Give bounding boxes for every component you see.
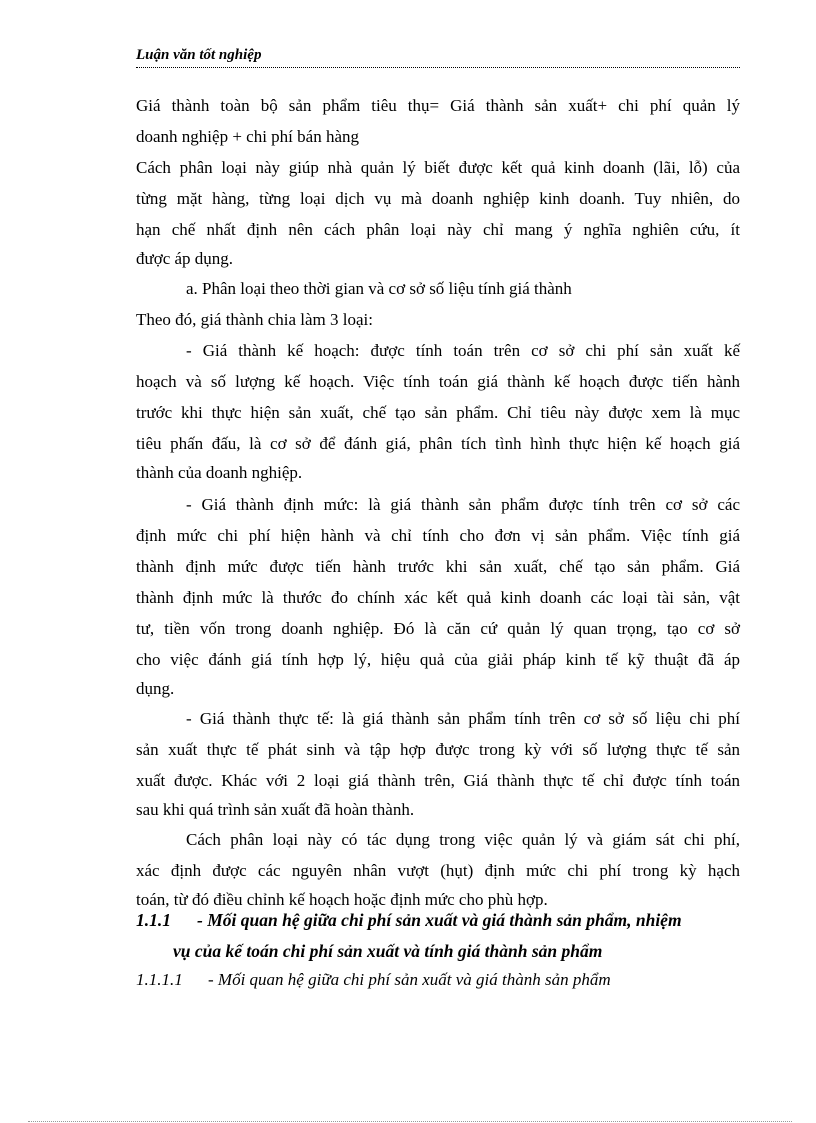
paragraph-line: tiêu phấn đấu, là cơ sở để đánh giá, phân tích tình hình thực hiện kế hoạch giá (136, 434, 740, 453)
paragraph-line: Giá thành toàn bộ sản phẩm tiêu thụ= Giá thành sản xuất+ chi phí quản lý (136, 96, 740, 115)
paragraph-line: - Giá thành định mức: là giá thành sản phẩm được tính trên cơ sở các (186, 495, 740, 514)
paragraph-line: trước khi thực hiện sản xuất, chế tạo sản phẩm. Chỉ tiêu này được xem là mục (136, 403, 740, 422)
paragraph-line: sau khi quá trình sản xuất đã hoàn thành. (136, 800, 415, 819)
header-divider (136, 67, 740, 68)
paragraph-line: được áp dụng. (136, 249, 234, 268)
section-title-line: - Mối quan hệ giữa chi phí sản xuất và giá thành sản phẩm, nhiệm (197, 910, 682, 930)
footer-divider (28, 1121, 792, 1122)
paragraph-line: từng mặt hàng, từng loại dịch vụ mà doanh nghiệp kinh doanh. Tuy nhiên, do (136, 189, 740, 208)
paragraph-line: Cách phân loại này giúp nhà quản lý biết được kết quả kinh doanh (lãi, lỗ) của (136, 158, 740, 177)
paragraph-line: xuất được. Khác với 2 loại giá thành trên, Giá thành thực tế chỉ được tính toán (136, 771, 740, 790)
list-item-heading: a. Phân loại theo thời gian và cơ sở số liệu tính giá thành (186, 279, 572, 298)
paragraph-line: thành định mức được tiến hành trước khi sản xuất, chế tạo sản phẩm. Giá (136, 557, 740, 576)
paragraph-line: Cách phân loại này có tác dụng trong việc quản lý và giám sát chi phí, (186, 830, 740, 849)
paragraph-line: hạn chế nhất định nên cách phân loại này chỉ mang ý nghĩa nghiên cứu, ít (136, 220, 740, 239)
paragraph-line: hoạch và số lượng kế hoạch. Việc tính toán giá thành kế hoạch được tiến hành (136, 372, 740, 391)
paragraph-line: - Giá thành thực tế: là giá thành sản phẩm tính trên cơ sở số liệu chi phí (186, 709, 740, 728)
paragraph-line: xác định được các nguyên nhân vượt (hụt) định mức chi phí trong kỳ hạch (136, 861, 740, 880)
paragraph-line: doanh nghiệp + chi phí bán hàng (136, 127, 359, 146)
paragraph-line: tư, tiền vốn trong doanh nghiệp. Đó là căn cứ quản lý quan trọng, tạo cơ sở (136, 619, 740, 638)
document-header: Luận văn tốt nghiệp (136, 47, 262, 63)
paragraph-line: dụng. (136, 679, 175, 698)
paragraph-line: thành định mức là thước đo chính xác kết quả kinh doanh các loại tài sản, vật (136, 588, 740, 607)
paragraph-line: sản xuất thực tế phát sinh và tập hợp được trong kỳ với số lượng thực tế sản (136, 740, 740, 759)
subsection-number: 1.1.1.1 (136, 970, 183, 989)
subsection-title: - Mối quan hệ giữa chi phí sản xuất và giá thành sản phẩm (208, 970, 611, 989)
paragraph-line: - Giá thành kế hoạch: được tính toán trên cơ sở chi phí sản xuất kế (186, 341, 740, 360)
section-title-line: vụ của kế toán chi phí sản xuất và tính giá thành sản phẩm (173, 941, 603, 961)
paragraph-line: định mức chi phí hiện hành và chỉ tính cho đơn vị sản phẩm. Việc tính giá (136, 526, 740, 545)
section-number: 1.1.1 (136, 910, 171, 930)
paragraph-line: Theo đó, giá thành chia làm 3 loại: (136, 310, 373, 329)
paragraph-line: thành của doanh nghiệp. (136, 463, 303, 482)
paragraph-line: cho việc đánh giá tính hợp lý, hiệu quả của giải pháp kinh tế kỹ thuật đã áp (136, 650, 740, 669)
paragraph-line: toán, từ đó điều chỉnh kế hoạch hoặc định mức cho phù hợp. (136, 890, 548, 909)
